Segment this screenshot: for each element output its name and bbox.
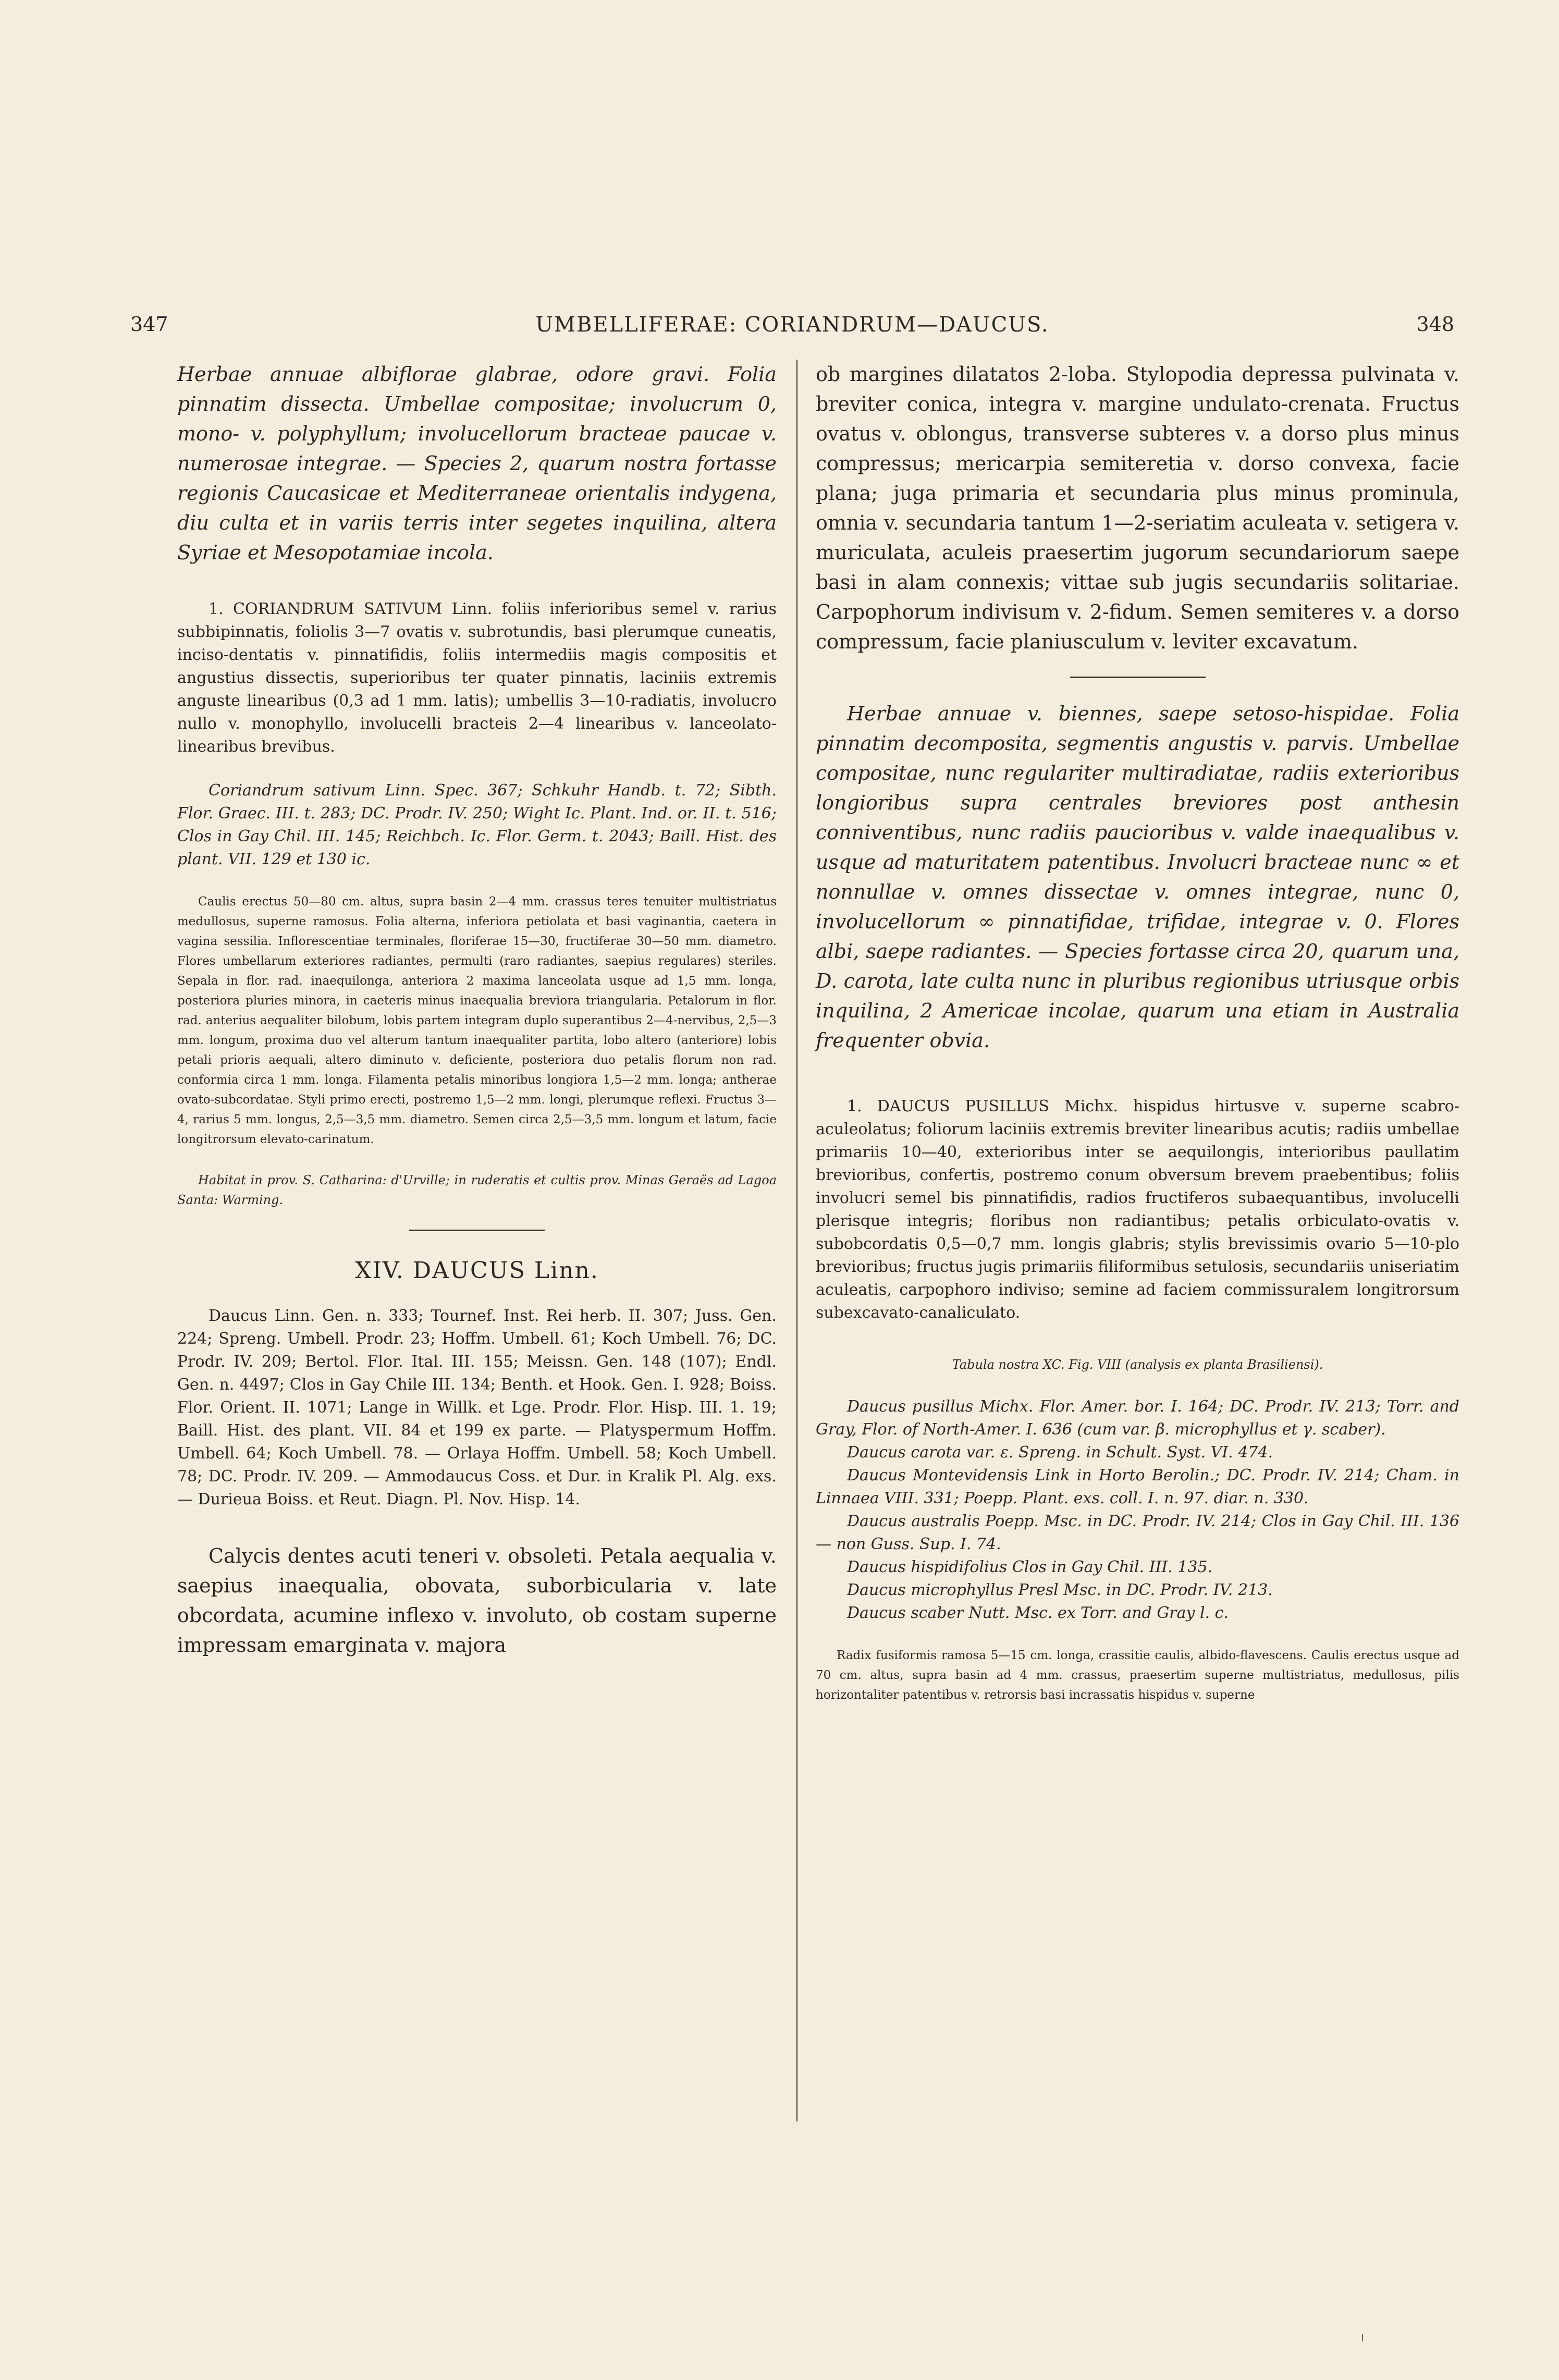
synonym-entry: Daucus australis Poepp. Msc. in DC. Prodr. IV. 214; Clos in Gay Chil. III. 136 — non Guss. Sup. I. 74. xyxy=(816,1512,1459,1553)
page-number-right: 348 xyxy=(1416,313,1454,336)
column-divider xyxy=(796,360,797,2121)
genus-description: Calycis dentes acuti teneri v. obsoleti. Petala aequalia v. saepius inaequalia, obovata, suborbicularia v. late obcordata, acumine inflexo v. involuto, ob costam superne impressam emarginata v. majora xyxy=(177,1544,777,1657)
left-column xyxy=(177,360,777,1660)
genus-habit-paragraph: Herbae annuae v. biennes, saepe setoso-hispidae. Folia pinnatim decomposita, segmentis angustis v. parvis. Umbellae compositae, nunc regulariter multiradiatae, radiis exterioribus longioribus supra centrales breviores post anthesin conniventibus, nunc radiis paucioribus v. valde inaequalibus v. usque ad maturitatem patentibus. Involucri bracteae nunc ∞ et nonnullae v. omnes dissectae v. omnes integrae, nunc 0, involucellorum ∞ pinnatifidae, trifidae, integrae v. 0. Flores albi, saepe radiantes. — Species fortasse circa 20, quarum una, D. carota, late culta nunc in pluribus regionibus utriusque orbis inquilina, 2 Americae incolae, quarum una etiam in Australia frequenter obvia. xyxy=(816,702,1459,1052)
scan-mark xyxy=(1362,2334,1363,2341)
page-header xyxy=(130,313,1454,349)
genus-references: Daucus Linn. Gen. n. 333; Tournef. Inst. Rei herb. II. 307; Juss. Gen. 224; Spreng. Umbell. Prodr. 23; Hoffm. Umbell. 61; Koch Umbell. 76; DC. Prodr. IV. 209; Bertol. Flor. Ital. III. 155; Meissn. Gen. 148 (107); Endl. Gen. n. 4497; Clos in Gay Chile III. 134; Benth. et Hook. Gen. I. 928; Boiss. Flor. Orient. II. 1071; Lange in Willk. et Lge. Prodr. Flor. Hisp. III. 1. 19; Baill. Hist. des plant. VII. 84 et 199 ex parte. — Platyspermum Hoffm. Umbell. 64; Koch Umbell. 78. — Orlaya Hoffm. Umbell. 58; Koch Umbell. 78; DC. Prodr. IV. 209. — Ammodaucus Coss. et Dur. in Kralik Pl. Alg. exs. — Durieua Boiss. et Reut. Diagn. Pl. Nov. Hisp. 14. xyxy=(177,1307,777,1508)
genus-description-continued: ob margines dilatatos 2-loba. Stylopodia depressa pulvinata v. breviter conica, integra v. margine undulato-crenata. Fructus ovatus v. oblongus, transverse subteres v. a dorso plus minus compressus; mericarpia semiteretia v. dorso convexa, facie plana; juga primaria et secundaria plus minus prominula, omnia v. secundaria tantum 1—2-seriatim aculeata v. setigera v. muriculata, aculeis praesertim jugorum secundariorum saepe basi in alam connexis; vittae sub jugis secundariis solitariae. Carpophorum indivisum v. 2-fidum. Semen semiteres v. a dorso compressum, facie planiusculum v. leviter excavatum. xyxy=(816,363,1459,653)
species-coriandrum-sativum: 1. CORIANDRUM SATIVUM Linn. foliis inferioribus semel v. rarius subbipinnatis, foliolis 3—7 ovatis v. subrotundis, basi plerumque cuneatis, inciso-dentatis v. pinnatifidis, foliis intermediis magis compositis et angustius dissectis, superioribus ter quater pinnatis, laciniis extremis anguste linearibus (0,3 ad 1 mm. latis); umbellis 3—10-radiatis, involucro nullo v. monophyllo, involucelli bracteis 2—4 linearibus v. lanceolato-linearibus brevibus. xyxy=(177,600,777,756)
section-divider xyxy=(409,1230,545,1231)
synonym-entry: Daucus scaber Nutt. Msc. ex Torr. and Gray l. c. xyxy=(847,1604,1229,1622)
running-title: UMBELLIFERAE: CORIANDRUM—DAUCUS. xyxy=(535,313,1049,337)
section-divider-right xyxy=(1070,677,1206,678)
habitat-note: Habitat in prov. S. Catharina: d'Urville; in ruderatis et cultis prov. Minas Geraës ad Lagoa Santa: Warming. xyxy=(177,1173,777,1207)
page-number-left: 347 xyxy=(130,313,168,336)
plate-reference: Tabula nostra XC. Fig. VIII (analysis ex planta Brasiliensi). xyxy=(952,1357,1323,1372)
synonym-references: Coriandrum sativum Linn. Spec. 367; Schkuhr Handb. t. 72; Sibth. Flor. Graec. III. t. 283; DC. Prodr. IV. 250; Wight Ic. Plant. Ind. or. II. t. 516; Clos in Gay Chil. III. 145; Reichbch. Ic. Flor. Germ. t. 2043; Baill. Hist. des plant. VII. 129 et 130 ic. xyxy=(177,781,777,868)
species-description: Caulis erectus 50—80 cm. altus, supra basin 2—4 mm. crassus teres tenuiter multistriatus medullosus, superne ramosus. Folia alterna, inferiora petiolata et basi vaginantia, caetera in vagina sessilia. Inflorescentiae terminales, floriferae 15—30, fructiferae 30—50 mm. diametro. Flores umbellarum exteriores radiantes, permulti (raro radiantes, saepius regulares) steriles. Sepala in flor. rad. inaequilonga, anteriora 2 maxima lanceolata usque ad 1,5 mm. longa, posteriora pluries minora, in caeteris minus inaequalia breviora triangularia. Petalorum in flor. rad. anterius aequaliter bilobum, lobis partem integram duplo superantibus 2—4-nervibus, 2,5—3 mm. longum, proxima duo vel alterum tantum inaequaliter partita, lobo altero (anteriore) lobis petali prioris aequali, altero diminuto v. deficiente, posteriora duo petalis florum non rad. conformia circa 1 mm. longa. Filamenta petalis minoribus longiora 1,5—2 mm. longa; antherae ovato-subcordatae. Styli primo erecti, postremo 1,5—2 mm. longi, plerumque reflexi. Fructus 3—4, rarius 5 mm. longus, 2,5—3,5 mm. diametro. Semen circa 2,5—3,5 mm. longum et latum, facie longitrorsum elevato-carinatum. xyxy=(177,895,777,1146)
synonym-entry: Daucus carota var. ε. Spreng. in Schult. Syst. VI. 474. xyxy=(847,1443,1273,1462)
synonym-entry: Daucus Montevidensis Link in Horto Berolin.; DC. Prodr. IV. 214; Cham. in Linnaea VIII. 331; Poepp. Plant. exs. coll. I. n. 97. diar. n. 330. xyxy=(816,1466,1459,1507)
synonym-entry: Daucus pusillus Michx. Flor. Amer. bor. I. 164; DC. Prodr. IV. 213; Torr. and Gray, Flor. of North-Amer. I. 636 (cum var. β. microphyllus et γ. scaber). xyxy=(816,1397,1459,1439)
genus-intro-paragraph: Herbae annuae albiflorae glabrae, odore gravi. Folia pinnatim dissecta. Umbellae compositae; involucrum 0, mono- v. polyphyllum; involucellorum bracteae paucae v. numerosae integrae. — Species 2, quarum nostra fortasse regionis Caucasicae et Mediterraneae orientalis indygena, diu culta et in variis terris inter segetes inquilina, altera Syriae et Mesopotamiae incola. xyxy=(177,363,777,564)
right-column xyxy=(816,360,1459,1705)
species-daucus-pusillus: 1. DAUCUS PUSILLUS Michx. hispidus hirtusve v. superne scabro-aculeolatus; foliorum laciniis extremis breviter linearibus acutis; radiis umbellae primariis 10—40, exterioribus inter se aequilongis, interioribus paullatim brevioribus, confertis, postremo conum obversum brevem praebentibus; foliis involucri semel bis pinnatifidis, radios fructiferos subaequantibus, involucelli plerisque integris; floribus non radiantibus; petalis orbiculato-ovatis v. subobcordatis 0,5—0,7 mm. longis glabris; stylis brevissimis ovario 5—10-plo brevioribus; fructus jugis primariis filiformibus setulosis, secundariis uniseriatim aculeatis, carpophoro indiviso; semine ad faciem commissuralem longitrorsum subexcavato-canaliculato. xyxy=(816,1097,1459,1322)
synonym-entry: Daucus hispidifolius Clos in Gay Chil. III. 135. xyxy=(847,1558,1213,1576)
root-description: Radix fusiformis ramosa 5—15 cm. longa, crassitie caulis, albido-flavescens. Caulis erectus usque ad 70 cm. altus, supra basin ad 4 mm. crassus, praesertim superne multistriatus, medullosus, pilis horizontaliter patentibus v. retrorsis basi incrassatis hispidus v. superne xyxy=(816,1649,1459,1702)
genus-heading: XIV. DAUCUS Linn. xyxy=(355,1257,599,1284)
synonym-entry: Daucus microphyllus Presl Msc. in DC. Prodr. IV. 213. xyxy=(847,1581,1273,1599)
synonym-list xyxy=(816,1395,1459,1625)
